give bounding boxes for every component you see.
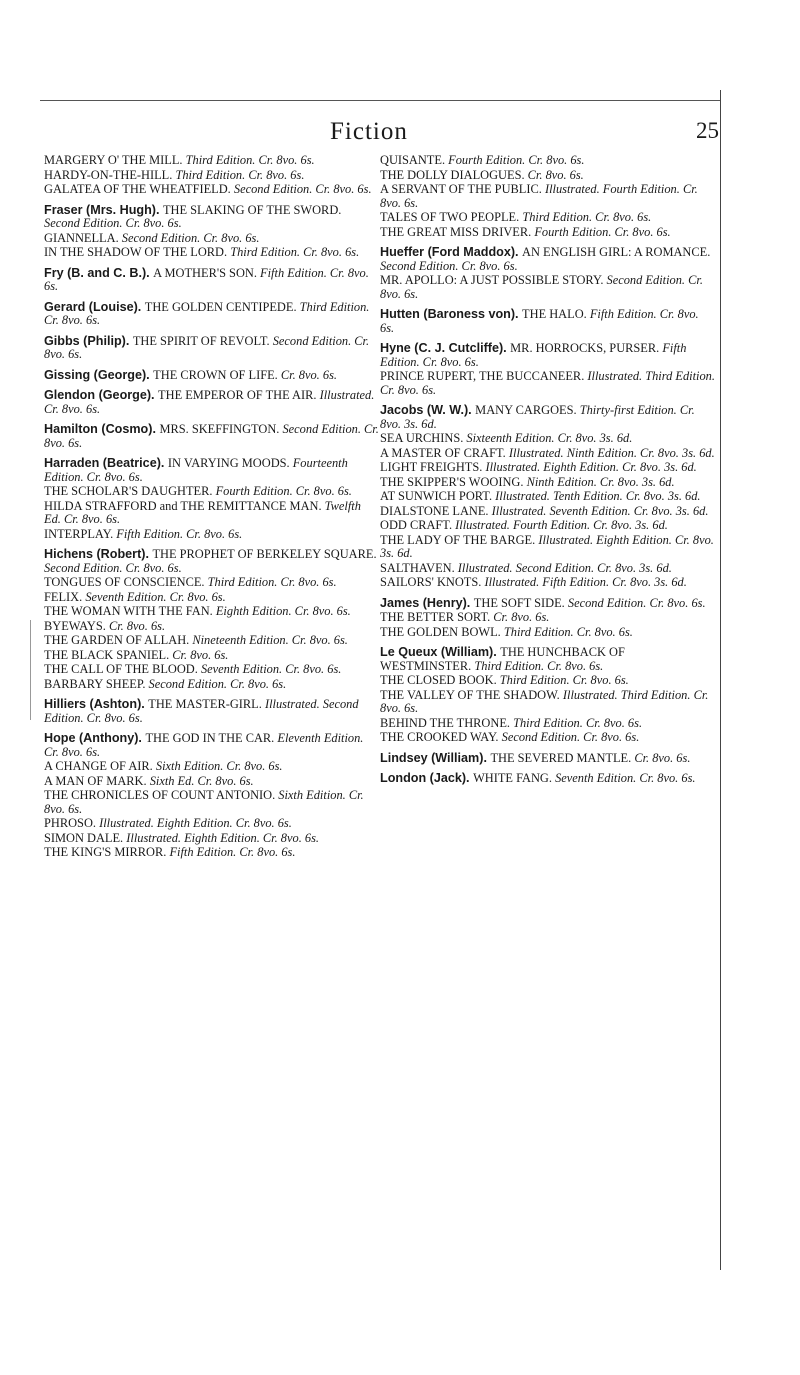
running-title: Fiction — [330, 118, 408, 145]
book-entry — [44, 232, 379, 246]
author-name: Gibbs (Philip). — [44, 333, 133, 348]
book-entry — [44, 634, 379, 648]
book-entry — [44, 528, 379, 542]
book-title: THE GOLDEN CENTIPEDE. — [144, 299, 300, 314]
book-entry — [44, 649, 379, 663]
book-title: THE KING'S MIRROR. — [44, 845, 170, 859]
book-entry — [44, 389, 379, 416]
book-entry — [44, 169, 379, 183]
author-group — [380, 308, 715, 335]
edition-price: Ninth Edition. Cr. 8vo. 3s. 6d. — [526, 474, 675, 489]
page-number: 25 — [696, 118, 719, 143]
book-entry — [44, 760, 379, 774]
book-entry — [380, 432, 715, 446]
book-title: THE SPIRIT OF REVOLT. — [132, 333, 273, 348]
edition-price: Cr. 8vo. 6s. — [280, 367, 337, 382]
book-title: TONGUES OF CONSCIENCE. — [44, 575, 208, 589]
book-title: THE SLAKING OF THE SWORD. — [162, 202, 342, 217]
edition-price: Cr. 8vo. 6s. — [527, 167, 584, 182]
book-entry — [380, 597, 715, 611]
book-entry — [380, 308, 715, 335]
edition-price: Cr. 8vo. 6s. — [172, 647, 229, 662]
author-group — [380, 246, 715, 301]
book-entry — [380, 689, 715, 716]
book-entry — [380, 519, 715, 533]
edition-price: Fourth Edition. Cr. 8vo. 6s. — [448, 153, 585, 167]
book-title: AN ENGLISH GIRL: A ROMANCE. — [522, 245, 711, 259]
author-group — [44, 204, 379, 260]
edition-price: Cr. 8vo. 6s. — [108, 618, 166, 633]
book-title: THE CHRONICLES OF COUNT ANTONIO. — [44, 788, 279, 802]
edition-price: Third Edition. Cr. 8vo. 6s. — [230, 245, 360, 259]
book-title: THE LADY OF THE BARGE. — [380, 532, 539, 547]
book-title: AT SUNWICH PORT. — [380, 489, 496, 503]
edition-price: Illustrated. Fourth Edition. Cr. 8vo. 3s. 6d. — [455, 518, 668, 532]
book-entry — [380, 461, 715, 475]
author-group — [44, 732, 379, 860]
edition-price: Illustrated. Eighth Edition. Cr. 8vo. 6s. — [126, 830, 320, 845]
book-title: A SERVANT OF THE PUBLIC. — [380, 182, 545, 196]
book-entry — [380, 490, 715, 504]
book-entry — [380, 183, 715, 210]
book-entry — [44, 620, 379, 634]
book-entry — [44, 576, 379, 590]
book-title: THE CROWN OF LIFE. — [153, 367, 281, 382]
book-entry — [44, 267, 379, 294]
book-title: MR. HORROCKS, PURSER. — [510, 341, 663, 355]
edition-price: Illustrated. Seventh Edition. Cr. 8vo. 3s. 6d. — [491, 503, 709, 518]
book-title: A MOTHER'S SON. — [153, 265, 261, 280]
book-title: THE CLOSED BOOK. — [380, 673, 500, 687]
author-name: Hilliers (Ashton). — [44, 697, 149, 711]
book-entry — [44, 246, 379, 260]
book-entry — [380, 534, 715, 561]
book-title: IN THE SHADOW OF THE LORD. — [44, 245, 231, 259]
book-title: THE GOLDEN BOWL. — [380, 624, 504, 639]
edition-price: Illustrated. Fourth Edition. Cr. 8vo. 6s. — [380, 182, 698, 210]
author-group — [44, 267, 379, 294]
edition-price: Eleventh Edition. Cr. 8vo. 6s. — [44, 731, 364, 759]
edition-price: Second Edition. Cr. 8vo. 6s. — [233, 182, 372, 196]
edition-price: Twelfth Ed. Cr. 8vo. 6s. — [44, 498, 361, 526]
edition-price: Fifth Edition. Cr. 8vo. 6s. — [44, 265, 369, 293]
edition-price: Nineteenth Edition. Cr. 8vo. 6s. — [192, 633, 348, 647]
edition-price: Third Edition. Cr. 8vo. 6s. — [175, 167, 305, 182]
edition-price: Second Edition. Cr. 8vo. 6s. — [380, 273, 703, 301]
book-title: THE WOMAN WITH THE FAN. — [44, 604, 216, 618]
edition-price: Illustrated. Ninth Edition. Cr. 8vo. 3s. 6d. — [508, 445, 715, 460]
book-entry — [44, 832, 379, 846]
book-entry — [380, 626, 715, 640]
book-entry — [380, 611, 715, 625]
edition-price: Fifth Edition. Cr. 8vo. 6s. — [380, 307, 699, 335]
edition-price: Second Edition. Cr. 8vo. 6s. — [121, 230, 260, 245]
book-title: SAILORS' KNOTS. — [380, 575, 485, 589]
book-entry — [44, 775, 379, 789]
edition-price: Second Edition. Cr. 8vo. 6s. — [44, 216, 182, 230]
edition-price: Third Edition. Cr. 8vo. 6s. — [185, 153, 315, 167]
author-group — [44, 423, 379, 450]
book-entry — [380, 562, 715, 576]
author-group — [380, 342, 715, 397]
book-entry — [44, 301, 379, 328]
edition-price: Fourth Edition. Cr. 8vo. 6s. — [215, 484, 352, 498]
book-entry — [44, 369, 379, 383]
edition-price: Third Edition. Cr. 8vo. 6s. — [522, 210, 652, 224]
book-title: THE MASTER-GIRL. — [148, 697, 265, 711]
edition-price: Second Edition. Cr. 8vo. 6s. — [44, 333, 370, 361]
edition-price: Fourth Edition. Cr. 8vo. 6s. — [534, 224, 671, 239]
author-name: Gissing (George). — [44, 367, 154, 382]
edition-price: Seventh Edition. Cr. 8vo. 6s. — [555, 771, 696, 785]
author-name: Glendon (George). — [44, 388, 159, 402]
author-name: London (Jack). — [380, 771, 474, 785]
book-title: MARGERY O' THE MILL. — [44, 153, 186, 167]
author-name: Fraser (Mrs. Hugh). — [44, 202, 163, 217]
edition-price: Fifth Edition. Cr. 8vo. 6s. — [116, 526, 243, 541]
book-title: BEHIND THE THRONE. — [380, 715, 514, 730]
edition-price: Third Edition. Cr. 8vo. 6s. — [499, 673, 629, 687]
book-entry — [380, 731, 715, 745]
book-title: QUISANTE. — [380, 153, 449, 167]
book-title: THE GOD IN THE CAR. — [145, 731, 278, 745]
author-group — [44, 335, 379, 362]
book-entry — [380, 370, 715, 397]
book-title: GIANNELLA. — [44, 230, 122, 245]
book-entry — [44, 846, 379, 860]
edition-price: Third Edition. Cr. 8vo. 6s. — [44, 299, 370, 327]
book-title: TALES OF TWO PEOPLE. — [380, 210, 523, 224]
book-title: THE HALO. — [522, 307, 590, 321]
author-group — [380, 597, 715, 640]
page-right-rule — [720, 90, 721, 1270]
book-title: THE SEVERED MANTLE. — [490, 750, 635, 765]
edition-price: Third Edition. Cr. 8vo. 6s. — [207, 575, 337, 589]
book-title: BYEWAYS. — [44, 618, 109, 633]
edition-price: Illustrated. Second Edition. Cr. 8vo. 6s. — [44, 697, 359, 725]
book-title: MANY CARGOES. — [475, 403, 580, 417]
page-left-mark — [30, 620, 31, 720]
edition-price: Second Edition. Cr. 8vo. 6s. — [148, 676, 287, 691]
book-entry — [380, 169, 715, 183]
author-name: Hyne (C. J. Cutcliffe). — [380, 341, 511, 355]
book-title: MRS. SKEFFINGTON. — [159, 422, 283, 436]
edition-price: Sixth Edition. Cr. 8vo. 6s. — [155, 759, 283, 773]
book-title: SALTHAVEN. — [380, 560, 458, 575]
edition-price: Sixth Ed. Cr. 8vo. 6s. — [149, 773, 254, 788]
book-entry — [44, 154, 379, 168]
book-entry — [44, 500, 379, 527]
book-title: WHITE FANG. — [473, 771, 556, 785]
author-name: Gerard (Louise). — [44, 299, 145, 314]
edition-price: Second Edition. Cr. 8vo. 6s. — [567, 595, 706, 610]
book-entry — [44, 789, 379, 816]
book-entry — [380, 404, 715, 431]
edition-price: Eighth Edition. Cr. 8vo. 6s. — [215, 604, 351, 618]
author-name: Hope (Anthony). — [44, 731, 146, 745]
book-entry — [380, 674, 715, 688]
edition-price: Illustrated. Eighth Edition. Cr. 8vo. 3s. 6d. — [380, 532, 714, 560]
book-title: THE GARDEN OF ALLAH. — [44, 633, 193, 647]
book-title: HARDY-ON-THE-HILL. — [44, 167, 176, 182]
book-title: THE BLACK SPANIEL. — [44, 647, 173, 662]
edition-price: Illustrated. Second Edition. Cr. 8vo. 3s. 6d. — [457, 560, 672, 575]
book-entry — [380, 717, 715, 731]
author-name: Fry (B. and C. B.). — [44, 265, 154, 280]
book-entry — [380, 752, 715, 766]
edition-price: Second Edition. Cr. 8vo. 6s. — [380, 258, 518, 273]
edition-price: Seventh Edition. Cr. 8vo. 6s. — [85, 589, 226, 604]
book-entry — [44, 485, 379, 499]
book-entry — [44, 183, 379, 197]
book-entry — [380, 576, 715, 590]
author-group — [380, 752, 715, 766]
edition-price: Illustrated. Cr. 8vo. 6s. — [44, 388, 375, 416]
book-title: A MAN OF MARK. — [44, 773, 150, 788]
book-title: THE CALL OF THE BLOOD. — [44, 662, 201, 676]
edition-price: Illustrated. Fifth Edition. Cr. 8vo. 3s. 6d. — [484, 575, 687, 589]
book-title: LIGHT FREIGHTS. — [380, 460, 486, 474]
author-group — [380, 646, 715, 745]
author-name: Jacobs (W. W.). — [380, 403, 476, 417]
book-entry — [380, 646, 715, 673]
edition-price: Seventh Edition. Cr. 8vo. 6s. — [200, 662, 342, 676]
book-entry — [44, 663, 379, 677]
author-name: Le Queux (William). — [380, 645, 501, 659]
book-title: MR. APOLLO: A JUST POSSIBLE STORY. — [380, 273, 607, 287]
book-entry — [380, 154, 715, 168]
edition-price: Sixteenth Edition. Cr. 8vo. 3s. 6d. — [466, 431, 633, 445]
book-title: THE EMPEROR OF THE AIR. — [158, 388, 320, 402]
book-entry — [44, 605, 379, 619]
book-title: IN VARYING MOODS. — [167, 456, 293, 470]
book-title: THE CROOKED WAY. — [380, 730, 502, 744]
book-entry — [380, 505, 715, 519]
book-title: THE BETTER SORT. — [380, 610, 494, 624]
edition-price: Third Edition. Cr. 8vo. 6s. — [513, 715, 643, 730]
book-entry — [44, 817, 379, 831]
edition-price: Second Edition. Cr. 8vo. 6s. — [501, 730, 640, 744]
book-title: SIMON DALE. — [44, 830, 127, 845]
book-entry — [380, 342, 715, 369]
author-name: Hueffer (Ford Maddox). — [380, 245, 523, 259]
book-title: SEA URCHINS. — [380, 431, 467, 445]
author-name: Lindsey (William). — [380, 750, 491, 765]
author-group — [44, 369, 379, 383]
author-group — [380, 772, 715, 786]
edition-price: Fourteenth Edition. Cr. 8vo. 6s. — [44, 456, 348, 484]
book-title: A CHANGE OF AIR. — [44, 759, 156, 773]
edition-price: Illustrated. Tenth Edition. Cr. 8vo. 3s. 6d. — [495, 489, 701, 503]
book-title: THE PROPHET OF BERKELEY SQUARE. — [152, 547, 377, 561]
book-entry — [380, 476, 715, 490]
book-entry — [44, 548, 379, 575]
edition-price: Illustrated. Eighth Edition. Cr. 8vo. 3s. 6d. — [485, 460, 697, 474]
book-entry — [44, 457, 379, 484]
book-title: THE SOFT SIDE. — [473, 595, 568, 610]
edition-price: Fifth Edition. Cr. 8vo. 6s. — [169, 845, 296, 859]
book-title: THE VALLEY OF THE SHADOW. — [380, 687, 563, 702]
book-entry — [44, 678, 379, 692]
edition-price: Second Edition. Cr. 8vo. 6s. — [44, 560, 182, 575]
author-group — [380, 404, 715, 590]
book-title: ODD CRAFT. — [380, 518, 456, 532]
author-group — [44, 154, 379, 197]
page-header — [0, 118, 800, 150]
edition-price: Cr. 8vo. 6s. — [634, 750, 691, 765]
author-group — [44, 698, 379, 725]
book-entry — [380, 211, 715, 225]
author-group — [44, 389, 379, 416]
author-group — [44, 457, 379, 541]
edition-price: Thirty-first Edition. Cr. 8vo. 3s. 6d. — [380, 403, 695, 431]
book-title: FELIX. — [44, 589, 86, 604]
author-name: Hutten (Baroness von). — [380, 307, 523, 321]
right-column — [380, 154, 715, 787]
edition-price: Illustrated. Eighth Edition. Cr. 8vo. 6s. — [99, 816, 292, 830]
author-name: Hamilton (Cosmo). — [44, 422, 160, 436]
book-title: GALATEA OF THE WHEATFIELD. — [44, 182, 234, 196]
book-entry — [380, 772, 715, 786]
book-entry — [380, 226, 715, 240]
edition-price: Sixth Edition. Cr. 8vo. 6s. — [44, 788, 364, 816]
book-title: DIALSTONE LANE. — [380, 503, 492, 518]
book-title: PHROSO. — [44, 816, 100, 830]
edition-price: Illustrated. Third Edition. Cr. 8vo. 6s. — [380, 687, 709, 715]
author-group — [380, 154, 715, 239]
edition-price: Fifth Edition. Cr. 8vo. 6s. — [380, 341, 687, 369]
author-name: James (Henry). — [380, 595, 474, 610]
edition-price: Illustrated. Third Edition. Cr. 8vo. 6s. — [380, 369, 715, 397]
book-title: THE SCHOLAR'S DAUGHTER. — [44, 484, 216, 498]
book-entry — [380, 447, 715, 461]
book-title: HILDA STRAFFORD and THE REMITTANCE MAN. — [44, 498, 325, 513]
edition-price: Third Edition. Cr. 8vo. 6s. — [474, 658, 604, 673]
author-group — [44, 548, 379, 691]
book-title: THE DOLLY DIALOGUES. — [380, 167, 528, 182]
book-entry — [44, 335, 379, 362]
author-group — [44, 301, 379, 328]
book-entry — [44, 204, 379, 231]
author-name: Hichens (Robert). — [44, 547, 153, 561]
book-title: A MASTER OF CRAFT. — [380, 445, 509, 460]
book-entry — [44, 732, 379, 759]
book-title: THE SKIPPER'S WOOING. — [380, 474, 527, 489]
book-title: PRINCE RUPERT, THE BUCCANEER. — [380, 369, 588, 383]
book-entry — [380, 274, 715, 301]
book-title: BARBARY SHEEP. — [44, 676, 149, 691]
book-entry — [380, 246, 715, 273]
author-name: Harraden (Beatrice). — [44, 456, 168, 470]
edition-price: Third Edition. Cr. 8vo. 6s. — [503, 624, 633, 639]
book-entry — [44, 591, 379, 605]
edition-price: Cr. 8vo. 6s. — [493, 610, 550, 624]
book-title: THE HUNCHBACK OF WESTMINSTER. — [380, 645, 625, 673]
page-top-rule — [40, 100, 720, 101]
book-entry — [44, 423, 379, 450]
book-entry — [44, 698, 379, 725]
book-title: INTERPLAY. — [44, 526, 117, 541]
left-column — [44, 154, 379, 861]
book-title: THE GREAT MISS DRIVER. — [380, 224, 535, 239]
edition-price: Second Edition. Cr. 8vo. 6s. — [44, 422, 379, 450]
